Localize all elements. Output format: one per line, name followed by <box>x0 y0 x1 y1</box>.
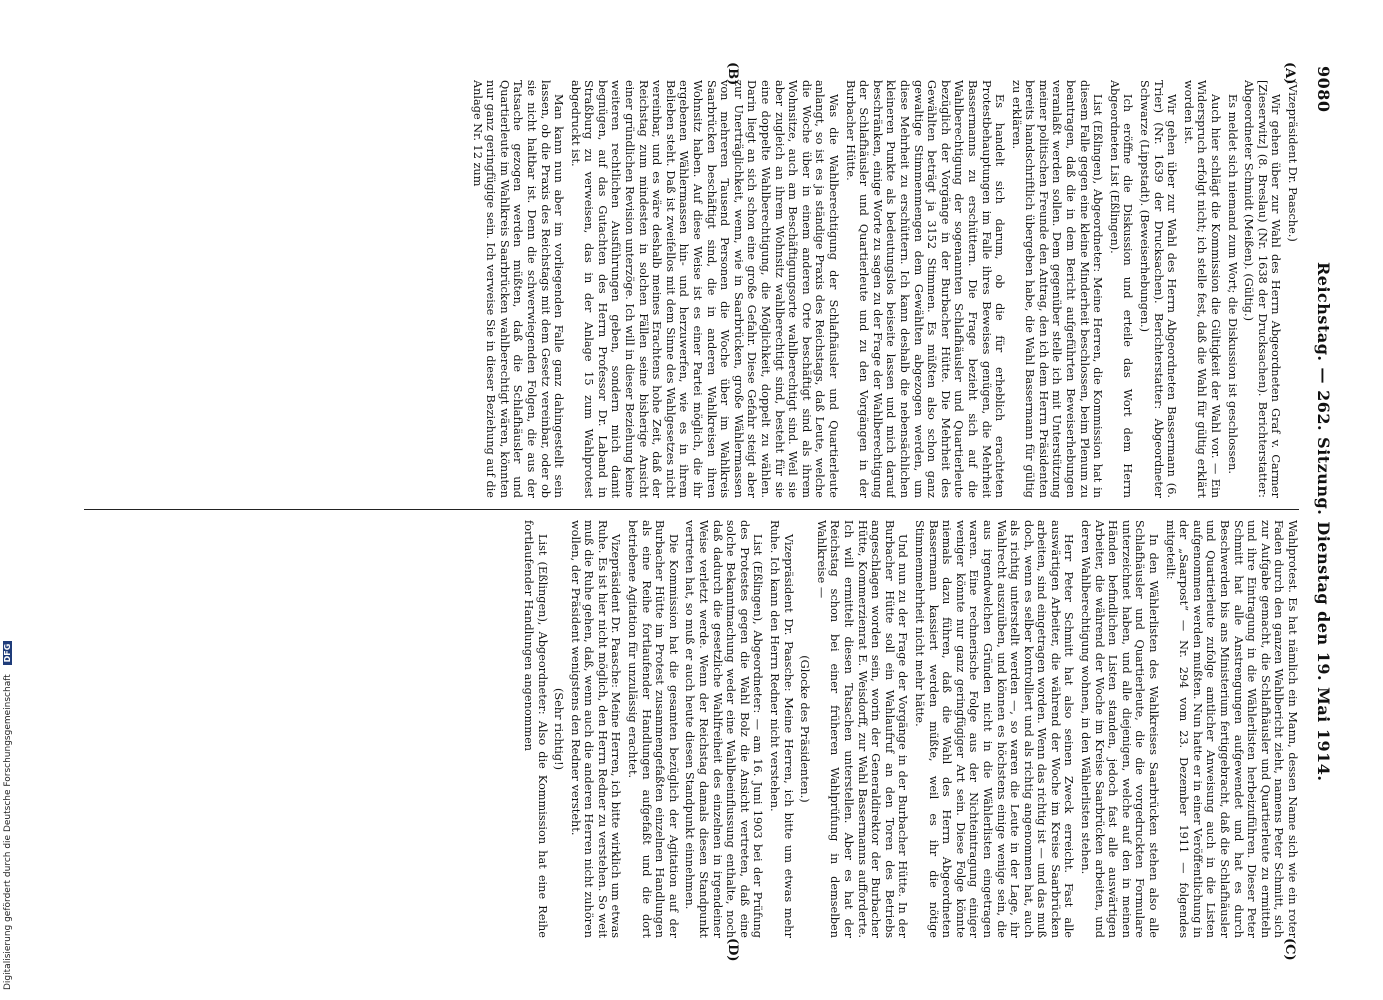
paragraph: Herr Peter Schmitt hat also seinen Zweck erreicht. Fast alle auswärtigen Arbeiter, die während der Woche im Kreise Saarbrücken arbeiten, sind eingetragen worden. Wenn das richtig ist — und das muß doch, wenn es selber kontrolliert und als richtig angenommen hat, auch als richtig unterstellt werden —, so waren die Leute in der Lage, ihr Wahlrecht auszuüben, und können es höchstens einige wenige sein, die aus irgendwelchen Gründen nicht in die Wählerlisten eingetragen waren. Eine rechnerische Folge aus der Nichteintragung einiger weniger könnte nur ganz geringfügiger Art sein. Diese Folge könnte niemals dazu führen, daß die Wahl des Herrn Abgeordneten Bassermann kassiert werden müßte, weil es ihr die nötige Stimmenmehrheit nicht mehr hätte. <box>912 520 1076 938</box>
paragraph: Vizepräsident Dr. Paasche: Meine Herren, ich bitte um etwas mehr Ruhe. Ich kann den Herrn Redner nicht verstehen. <box>768 520 795 938</box>
paragraph: In den Wählerlisten des Wahlkreises Saarbrücken stehen also alle Schlafhäusler und Quartierleute, die die vorgedruckten Formulare unterzeichnet haben, und alle diejenigen, welche auf den in meinen Händen befindlichen Listen standen, jedoch fast alle auswärtigen Arbeiter, die während der Woche im Kreise Saarbrücken arbeiten, und deren Wahlberechtigung wohnen, in den Wählerlisten stehen. <box>1079 520 1161 938</box>
funding-footer <box>3 20 15 990</box>
paragraph: Wir gehen über zur Wahl des Herrn Abgeordneten Graf v. Carmer [Zieserwitz] (8. Breslau) (Nr. 1638 der Drucksachen). Berichterstatter: Abgeordneter Schmidt (Meißen). (Gültig.) <box>1242 80 1283 498</box>
paragraph: Es handelt sich darum, ob die für erheblich erachteten Protestbehauptungen im Falle ihres Beweises genügen, die Mehrheit Bassermanns zu erschüttern. Die Frage bezieht sich auf die Wahlberechtigung der sogenannten Schlafhäusler und Quartierleute bezüglich der Vorgänge in der Burbacher Hütte. Die Mehrheit des Gewählten beträgt ja 3152 Stimmen. Es müßten also schon ganz gewaltige Stimmenmengen dem Gewählten abgezogen werden, um diese Mehrheit zu erschüttern. Ich kann deshalb die nebensächlichen kleineren Punkte als bedeutungslos beiseite lassen und mich darauf beschränken, einige Worte zu sagen zu der Frage der Wahlberechtigung der Schlafhäusler und Quartierleute und zu den Vorgängen in der Burbacher Hütte. <box>843 80 1007 498</box>
margin-marker-d: (D) <box>725 938 740 962</box>
paragraph: Auch hier schlägt die Kommission die Gültigkeit der Wahl vor. — Ein Widerspruch erfolgt nicht; ich stelle fest, daß die Wahl für gültig erklärt worden ist. <box>1181 80 1223 498</box>
footer-text: Digitalisierung gefördert durch die Deutsche Forschungsgemeinschaft <box>3 674 13 990</box>
page-header <box>1305 62 1335 967</box>
margin-marker-b: (B) <box>725 62 740 86</box>
right-column <box>84 520 1299 938</box>
paragraph: Wir gehen über zur Wahl des Herrn Abgeordneten Bassermann (6. Trier) (Nr. 1639 der Drucksachen). Berichterstatter: Abgeordneter Schwarze (Lippstadt). (Beweiserhebungen.) <box>1138 80 1179 498</box>
paragraph: Was die Wahlberechtigung der Schlafhäusler und Quartierleute anlangt, so ist es ja ständige Praxis des Reichstags, daß Leute, welche die Woche über in einem anderen Orte beschäftigt sind als ihrem Wohnsitze, auch am Beschäftigungsorte wahlberechtigt sind. Weil sie aber zugleich an ihrem Wohnsitz wahlberechtigt sind, besteht für sie eine doppelte Wahlberechtigung, die Möglichkeit, doppelt zu wählen. Darin liegt an sich schon eine große Gefahr. Diese Gefahr steigt aber zur Unerträglichkeit, wenn, wie in Saarbrücken, große Wählermassen von mehreren Tausend Personen die Woche über im Wahlkreis Saarbrücken beschäftigt sind, die in anderen Wahlkreisen ihren Wohnsitz haben. Auf diese Weise ist es einer Partei möglich, die ihr ergebenen Wählermassen hin- und herzuwerfen, wie es in ihrem Belieben steht. Daß ist zweifellos mit dem Sinne des Wahlgesetzes nicht vereinbar, und es wäre deshalb meines Erachtens hohe Zeit, daß der Reichstag zum mindesten in solchen Fällen seine bisherige Ansicht einer gründlichen Revision unterzöge. Ich will in dieser Beziehung keine weiteren rechtlichen Ausführungen geben, sondern mich damit begnügen, auf das Gutachten des Herrn Professor Dr. Laband in Straßburg zu verweisen, das in der Anlage 15 zum Wahlprotest abgedruckt ist. <box>568 80 840 498</box>
left-column <box>84 80 1299 498</box>
paragraph: List (Eßlingen), Abgeordneter: — am 16. Juni 1903 bei der Prüfung des Protestes gegen die Wahl Bolz die Ansicht vertreten, daß eine solche Bekanntmachung weder eine Wahlbeeinflussung enthalte, noch daß dadurch die gesetzliche Wahlfreiheit des einzelnen in irgendeiner Weise verletzt werde. Wenn der Reichstag damals diesen Standpunkt vertreten hat, so muß er auch heute diesen Standpunkt einnehmen. <box>683 520 765 938</box>
margin-marker-a: (A) <box>1282 62 1297 85</box>
rotated-page <box>75 62 1335 967</box>
paragraph: Und nun zu der Frage der Vorgänge in der Burbacher Hütte. In der Burbacher Hütte soll ein Wahlaufruf an den Toren des Betriebs angeschlagen worden sein, worin der Generaldirektor der Burbacher Hütte, Kommerzienrat E. Weisdorff, zur Wahl Bassermanns aufforderte. Ich will ermittelt diesen Tatsachen unterstellen. Aber es hat der Reichstag schon bei einer früheren Wahlprüfung in demselben Wahlkreise — <box>814 520 910 938</box>
column-divider <box>84 509 1299 510</box>
paragraph: (Vizepräsident Dr. Paasche.) <box>1286 80 1299 242</box>
page-number: 9080 <box>1314 66 1333 113</box>
paragraph: Vizepräsident Dr. Paasche: Meine Herren, ich bitte wirklich um etwas Ruhe. Es ist hier nicht möglich, den Herrn Redner zu verstehen. So weit muß die Ruhe gehen, daß, wenn auch die anderen Herren nicht zuhören wollen, der Präsident wenigstens den Redner versteht. <box>568 520 623 938</box>
paragraph: Ich eröffne die Diskussion und erteile das Wort dem Herrn Abgeordneten List (Eßlingen). <box>1107 80 1135 498</box>
margin-marker-c: (C) <box>1282 938 1297 961</box>
paragraph: Wahlprotest. Es hat nämlich ein Mann, dessen Name sich wie ein roter Faden durch den ganzen Wahlbericht zieht, namens Peter Schmitt, sich zur Aufgabe gemacht, die Schlafhäusler und Quartierleute zu ermitteln und ihre Eintragung in die Wählerlisten herbeizuführen. Dieser Peter Schmitt hat alle Anstrengungen aufgewendet und hat es durch Beschwerden bis ans Ministerium fertiggebracht, daß die Schlafhäusler und Quartierleute zufolge amtlicher Anweisung auch in die Listen aufgenommen werden mußten. Nun hatte er in einer Veröffentlichung in der „Saarpost“ — Nr. 294 vom 23. Dezember 1911 — folgendes mitgeteilt: <box>1163 520 1299 938</box>
paragraph: Die Kommission hat die gesamten bezüglich der Agitation auf der Burbacher Hütte im Protest zusammengefaßten einzelnen Handlungen als eine Reihe fortlaufender Handlungen aufgefaßt und die dort betriebene Agitation für unzulässig erachtet. <box>626 520 680 938</box>
paragraph: List (Eßlingen), Abgeordneter: Meine Herren, die Kommission hat in diesem Falle gegen eine kleine Minderheit beschlossen, beim Plenum zu beantragen, daß die in dem Bericht aufgeführten Beweiserhebungen veranlaßt werden sollen. Dem gegenüber stelle ich mit Unterstützung meiner politischen Freunde den Antrag, den ich dem Herrn Präsidenten bereits handschriftlich übergeben habe, die Wahl Bassermann für gültig zu erklären. <box>1009 80 1105 498</box>
paragraph: Man kann nun aber im vorliegenden Falle ganz dahingestellt sein lassen, ob die Praxis des Reichstags mit dem Gesetz vereinbar, oder ob sie nicht haltbar ist. Denn die schwerwiegenden Folgen, die aus der Tatsache gezogen werden müßten, daß die Schlafhäusler und Quartierleute im Wahlkreis Saarbrücken wahlberechtigt wären, könnten nur ganz geringfügige sein. Ich verweise Sie in dieser Beziehung auf die Anlage Nr. 12 zum <box>470 80 566 498</box>
dfg-logo: DFG <box>3 641 12 666</box>
paragraph: Es meldet sich niemand zum Wort; die Diskussion ist geschlossen. <box>1225 94 1239 474</box>
paragraph: List (Eßlingen), Abgeordneter: Also die Kommission hat eine Reihe fortlaufender Handlungen angenommen <box>521 520 549 938</box>
paragraph: (Glocke des Präsidenten.) <box>798 655 812 803</box>
running-title: Reichstag. — 262. Sitzung. Dienstag den 19. Mai 1914. <box>1314 262 1333 782</box>
paragraph: (Sehr richtig!) <box>552 687 566 771</box>
